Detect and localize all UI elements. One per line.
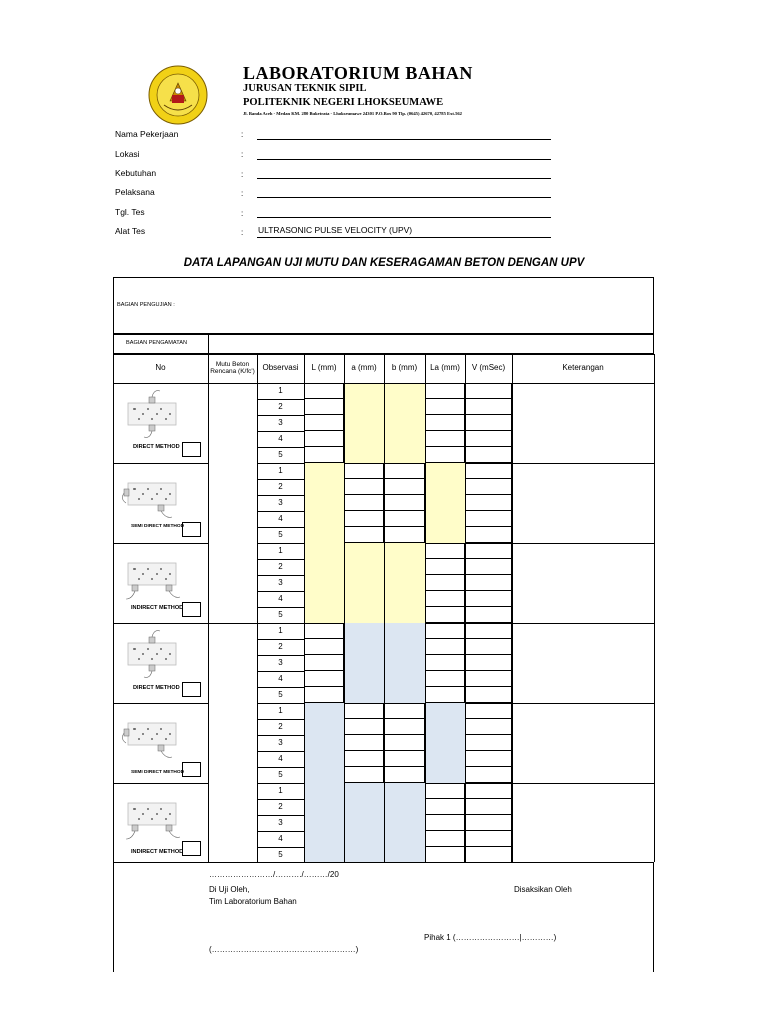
grid-line — [257, 767, 304, 768]
measurement-cell[interactable] — [465, 527, 512, 543]
measurement-cell[interactable] — [465, 815, 512, 831]
form-heading: DATA LAPANGAN UJI MUTU DAN KESERAGAMAN BETON DENGAN UPV — [183, 257, 585, 269]
method-label: SEMI DIRECT METHOD — [131, 770, 185, 775]
measurement-cell[interactable] — [425, 687, 465, 703]
col-header-keterangan: Keterangan — [562, 363, 604, 373]
measurement-cell[interactable] — [344, 479, 384, 495]
measurement-cell[interactable] — [344, 751, 384, 767]
observation-number: 4 — [278, 434, 283, 443]
measurement-cell[interactable] — [344, 495, 384, 511]
measurement-cell[interactable] — [304, 415, 344, 431]
measurement-cell[interactable] — [465, 623, 512, 639]
method-checkbox[interactable] — [182, 841, 201, 856]
measurement-cell[interactable] — [304, 447, 344, 463]
bagian-pengamatan-label: BAGIAN PENGAMATAN — [126, 340, 188, 346]
keterangan-cell[interactable] — [512, 623, 654, 703]
measurement-cell[interactable] — [304, 671, 344, 687]
measurement-cell[interactable] — [304, 687, 344, 703]
measurement-cell[interactable] — [465, 543, 512, 559]
measurement-cell[interactable] — [465, 399, 512, 415]
measurement-cell[interactable] — [465, 431, 512, 447]
field-label-alat-tes: Alat Tes — [115, 226, 146, 236]
merged-cell — [304, 783, 425, 862]
measurement-cell[interactable] — [465, 783, 512, 799]
mutu-beton-cell[interactable] — [209, 623, 257, 862]
measurement-cell[interactable] — [425, 575, 465, 591]
observation-number: 3 — [278, 818, 283, 827]
grid-line — [465, 354, 466, 862]
observation-number: 1 — [278, 706, 283, 715]
grid-line — [257, 639, 304, 640]
merged-cell — [304, 543, 425, 623]
measurement-cell[interactable] — [465, 655, 512, 671]
col-header-l: L (mm) — [311, 363, 337, 373]
measurement-cell[interactable] — [344, 527, 384, 543]
keterangan-cell[interactable] — [512, 543, 654, 623]
footer-signature[interactable]: (………………………………………………) — [209, 945, 359, 954]
observation-number: 3 — [278, 658, 283, 667]
measurement-cell[interactable] — [465, 639, 512, 655]
method-checkbox[interactable] — [182, 442, 201, 457]
grid-line — [654, 354, 655, 862]
observation-number: 4 — [278, 754, 283, 763]
measurement-cell[interactable] — [384, 735, 425, 751]
keterangan-cell[interactable] — [512, 703, 654, 783]
measurement-cell[interactable] — [465, 447, 512, 463]
merged-cell — [304, 703, 344, 783]
method-label: INDIRECT METHOD — [131, 605, 184, 611]
observation-number: 4 — [278, 674, 283, 683]
grid-line — [257, 751, 304, 752]
merged-cell — [425, 463, 465, 543]
measurement-cell[interactable] — [465, 831, 512, 847]
grid-line — [257, 527, 304, 528]
measurement-cell[interactable] — [425, 671, 465, 687]
method-checkbox[interactable] — [182, 762, 201, 777]
measurement-cell[interactable] — [304, 383, 344, 399]
measurement-cell[interactable] — [465, 799, 512, 815]
observation-number: 5 — [278, 770, 283, 779]
department-name: JURUSAN TEKNIK SIPIL — [243, 83, 367, 94]
method-label: INDIRECT METHOD — [131, 849, 184, 855]
observation-number: 5 — [278, 530, 283, 539]
field-label-kebutuhan: Kebutuhan — [115, 168, 157, 178]
method-checkbox[interactable] — [182, 602, 201, 617]
measurement-cell[interactable] — [304, 639, 344, 655]
measurement-cell[interactable] — [465, 495, 512, 511]
grid-line — [257, 671, 304, 672]
field-colon: : — [241, 209, 244, 218]
merged-cell — [304, 463, 344, 543]
measurement-cell[interactable] — [465, 575, 512, 591]
measurement-cell[interactable] — [425, 639, 465, 655]
keterangan-cell[interactable] — [512, 463, 654, 543]
merged-cell — [425, 703, 465, 783]
measurement-cell[interactable] — [465, 607, 512, 623]
measurement-cell[interactable] — [425, 383, 465, 399]
grid-line — [257, 847, 304, 848]
grid-line — [344, 354, 345, 862]
grid-line — [257, 655, 304, 656]
measurement-cell[interactable] — [465, 703, 512, 719]
method-checkbox[interactable] — [182, 682, 201, 697]
measurement-cell[interactable] — [425, 543, 465, 559]
measurement-cell[interactable] — [384, 479, 425, 495]
method-diagram-icon — [122, 469, 182, 521]
grid-line — [257, 415, 304, 416]
col-header-mutu-beton: Mutu Beton Rencana (K/fc') — [210, 360, 255, 375]
measurement-cell[interactable] — [384, 511, 425, 527]
lab-title: LABORATORIUM BAHAN — [243, 63, 473, 83]
col-header-observasi: Observasi — [262, 363, 299, 373]
measurement-cell[interactable] — [344, 767, 384, 783]
observation-number: 3 — [278, 578, 283, 587]
measurement-cell[interactable] — [304, 623, 344, 639]
observation-number: 1 — [278, 386, 283, 395]
footer-date[interactable]: ……………………/………./………/20 — [209, 870, 339, 879]
measurement-cell[interactable] — [425, 399, 465, 415]
measurement-cell[interactable] — [465, 751, 512, 767]
measurement-cell[interactable] — [465, 735, 512, 751]
grid-line — [257, 575, 304, 576]
observation-number: 5 — [278, 690, 283, 699]
institution-name: POLITEKNIK NEGERI LHOKSEUMAWE — [243, 97, 444, 108]
method-label: SEMI DIRECT METHOD — [131, 524, 185, 529]
measurement-cell[interactable] — [465, 719, 512, 735]
observation-number: 4 — [278, 594, 283, 603]
footer-diuji-oleh: Di Uji Oleh, — [209, 885, 250, 894]
measurement-cell[interactable] — [384, 495, 425, 511]
observation-number: 5 — [278, 450, 283, 459]
observation-number: 2 — [278, 802, 283, 811]
grid-line — [257, 431, 304, 432]
method-label: DIRECT METHOD — [133, 685, 180, 691]
measurement-cell[interactable] — [425, 447, 465, 463]
method-diagram-icon — [122, 789, 182, 841]
measurement-cell[interactable] — [425, 607, 465, 623]
keterangan-cell[interactable] — [512, 783, 654, 862]
measurement-cell[interactable] — [384, 767, 425, 783]
method-diagram-icon — [122, 629, 182, 681]
col-header-no: No — [155, 363, 166, 373]
observation-number: 5 — [278, 850, 283, 859]
measurement-cell[interactable] — [344, 511, 384, 527]
observation-number: 1 — [278, 466, 283, 475]
measurement-cell[interactable] — [465, 847, 512, 863]
grid-line — [113, 354, 114, 862]
measurement-cell[interactable] — [344, 463, 384, 479]
measurement-cell[interactable] — [384, 751, 425, 767]
observation-number: 4 — [278, 514, 283, 523]
grid-line — [257, 815, 304, 816]
measurement-cell[interactable] — [304, 431, 344, 447]
measurement-cell[interactable] — [425, 783, 465, 799]
measurement-cell[interactable] — [465, 415, 512, 431]
measurement-cell[interactable] — [425, 799, 465, 815]
mutu-beton-cell[interactable] — [209, 383, 257, 623]
grid-line — [512, 354, 513, 862]
grid-line — [257, 831, 304, 832]
col-header-v: V (mSec) — [471, 363, 506, 373]
grid-line — [257, 495, 304, 496]
observation-number: 1 — [278, 626, 283, 635]
keterangan-cell[interactable] — [512, 383, 654, 463]
measurement-cell[interactable] — [384, 463, 425, 479]
measurement-cell[interactable] — [384, 527, 425, 543]
grid-line — [257, 447, 304, 448]
measurement-cell[interactable] — [344, 719, 384, 735]
measurement-cell[interactable] — [425, 559, 465, 575]
institution-address: Jl. Banda Aceh - Medan KM. 280 Buketrata - Lhokseumawe 24301 P.O.Box 90 Tlp. (0645) 42670, 42785 Ext.562 — [243, 111, 462, 116]
observation-number: 2 — [278, 402, 283, 411]
measurement-cell[interactable] — [465, 511, 512, 527]
observation-number: 2 — [278, 722, 283, 731]
measurement-cell[interactable] — [425, 431, 465, 447]
grid-line — [384, 354, 385, 862]
footer-pihak[interactable]: Pihak 1 (……………………|…………) — [424, 933, 557, 942]
grid-line — [257, 735, 304, 736]
col-header-a: a (mm) — [351, 363, 377, 373]
grid-line — [257, 607, 304, 608]
method-diagram-icon — [122, 549, 182, 601]
measurement-cell[interactable] — [344, 703, 384, 719]
observation-number: 2 — [278, 482, 283, 491]
observation-number: 3 — [278, 418, 283, 427]
measurement-cell[interactable] — [425, 591, 465, 607]
measurement-cell[interactable] — [425, 415, 465, 431]
footer-disaksikan: Disaksikan Oleh — [514, 885, 572, 894]
grid-line — [257, 479, 304, 480]
bagian-pengujian-label: BAGIAN PENGUJIAN : — [117, 302, 175, 308]
field-label-pelaksana: Pelaksana — [115, 187, 155, 197]
field-value-alat-tes: ULTRASONIC PULSE VELOCITY (UPV) — [258, 225, 413, 235]
col-header-b: b (mm) — [391, 363, 418, 373]
grid-line — [257, 719, 304, 720]
grid-line — [257, 399, 304, 400]
measurement-cell[interactable] — [304, 399, 344, 415]
method-diagram-icon — [122, 389, 182, 441]
observation-number: 4 — [278, 834, 283, 843]
measurement-cell[interactable] — [465, 383, 512, 399]
measurement-cell[interactable] — [465, 559, 512, 575]
measurement-cell[interactable] — [425, 831, 465, 847]
observation-number: 1 — [278, 786, 283, 795]
observation-number: 3 — [278, 738, 283, 747]
grid-line — [257, 687, 304, 688]
field-colon: : — [241, 150, 244, 159]
grid-line — [304, 354, 305, 862]
method-diagram-icon — [122, 709, 182, 761]
measurement-cell[interactable] — [384, 703, 425, 719]
grid-line — [257, 559, 304, 560]
measurement-cell[interactable] — [465, 591, 512, 607]
footer-tim: Tim Laboratorium Bahan — [209, 897, 297, 906]
method-checkbox[interactable] — [182, 522, 201, 537]
measurement-cell[interactable] — [344, 735, 384, 751]
footer-box — [113, 862, 654, 972]
measurement-cell[interactable] — [465, 479, 512, 495]
grid-line — [257, 799, 304, 800]
field-colon: : — [241, 130, 244, 139]
field-colon: : — [241, 228, 244, 237]
field-colon: : — [241, 170, 244, 179]
method-label: DIRECT METHOD — [133, 444, 180, 450]
measurement-cell[interactable] — [384, 719, 425, 735]
grid-line — [257, 511, 304, 512]
measurement-cell[interactable] — [425, 847, 465, 863]
field-label-tgl-tes: Tgl. Tes — [115, 207, 145, 217]
measurement-cell[interactable] — [425, 655, 465, 671]
measurement-cell[interactable] — [465, 767, 512, 783]
measurement-cell[interactable] — [465, 463, 512, 479]
observation-number: 1 — [278, 546, 283, 555]
measurement-cell[interactable] — [425, 815, 465, 831]
field-label-nama-pekerjaan: Nama Pekerjaan — [115, 129, 179, 139]
observation-number: 5 — [278, 610, 283, 619]
observation-number: 2 — [278, 562, 283, 571]
measurement-cell[interactable] — [465, 671, 512, 687]
field-colon: : — [241, 189, 244, 198]
measurement-cell[interactable] — [425, 623, 465, 639]
grid-line — [257, 591, 304, 592]
col-header-la: La (mm) — [430, 363, 460, 373]
grid-line — [425, 354, 426, 862]
measurement-cell[interactable] — [465, 687, 512, 703]
grid-line — [257, 354, 258, 862]
observation-number: 3 — [278, 498, 283, 507]
measurement-cell[interactable] — [304, 655, 344, 671]
field-label-lokasi: Lokasi — [115, 149, 140, 159]
observation-number: 2 — [278, 642, 283, 651]
